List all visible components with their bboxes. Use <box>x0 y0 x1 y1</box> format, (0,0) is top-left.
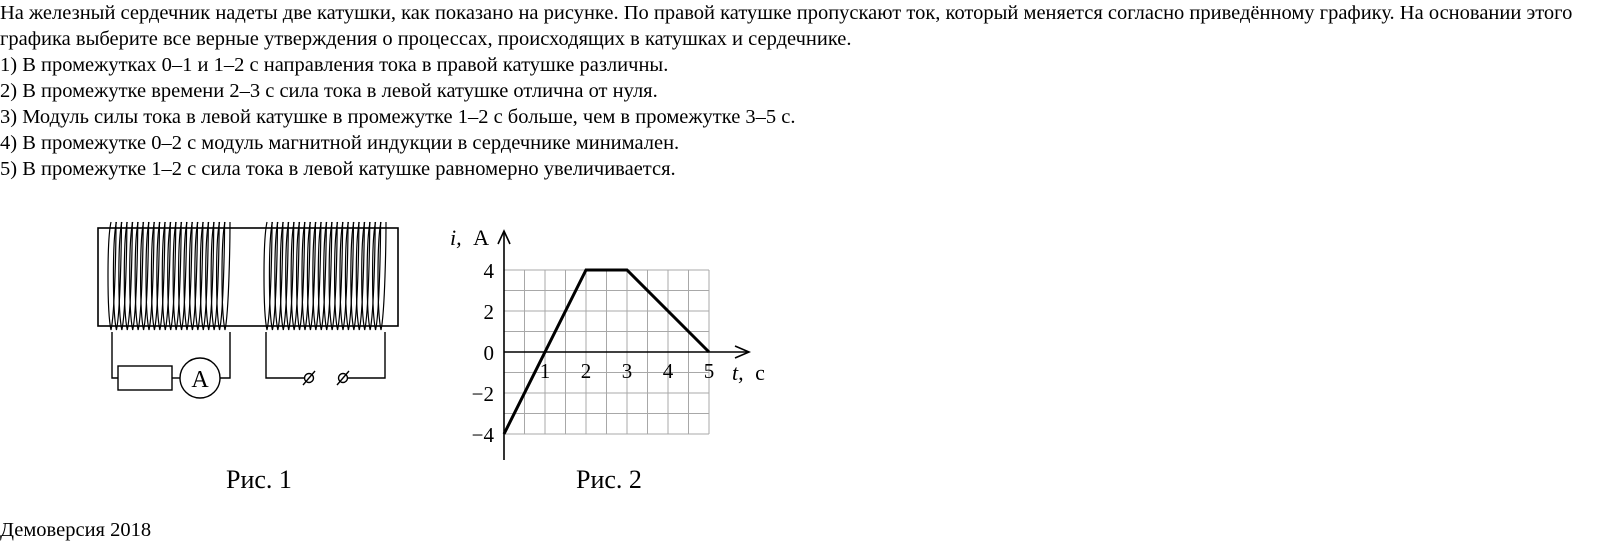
left-coil <box>108 222 230 330</box>
statement-3: 3) Модуль силы тока в левой катушке в промежутке 1–2 с больше, чем в промежутке 3–5 с. <box>0 106 796 128</box>
right-coil-turn <box>329 222 337 330</box>
left-coil-turn <box>108 222 116 330</box>
right-coil-turn <box>351 222 359 330</box>
left-coil-turn <box>146 222 154 330</box>
statement-4: 4) В промежутке 0–2 с модуль магнитной индукции в сердечнике минимален. <box>0 132 680 154</box>
y-axis-label <box>450 225 489 250</box>
x-tick-labels <box>540 359 715 383</box>
statement-1: 1) В промежутках 0–1 и 1–2 с направления тока в правой катушке различны. <box>0 54 669 76</box>
left-coil-turn <box>135 222 143 330</box>
right-coil <box>264 222 386 330</box>
left-coil-turn <box>173 222 181 330</box>
left-coil-turn <box>113 222 121 330</box>
ammeter <box>180 358 220 398</box>
x-axis-unit: с <box>755 360 765 385</box>
problem-intro: На железный сердечник надеты две катушки, как показано на рисунке. По правой катушке пропускают ток, который меняется согласно приведённому графику. На основании этого графика выберите все верные утверждения о процессах, происходящих в катушках и сердечнике. <box>0 2 1573 50</box>
right-coil-turn <box>362 222 370 330</box>
left-coil-turn <box>162 222 170 330</box>
right-coil-turn <box>318 222 326 330</box>
x-axis-var: t, <box>732 360 744 385</box>
y-tick-label: −2 <box>471 382 494 406</box>
figure-1-caption: Рис. 1 <box>226 465 292 494</box>
figure-2-caption: Рис. 2 <box>576 465 642 494</box>
x-axis-label <box>732 360 765 385</box>
right-coil-turn <box>286 222 294 330</box>
x-tick-label: 1 <box>539 359 551 383</box>
source-note: Демоверсия 2018 <box>0 519 152 541</box>
left-coil-turn <box>222 222 230 330</box>
x-tick-label: 4 <box>662 359 674 383</box>
left-coil-turn <box>200 222 208 330</box>
x-tick-label: 2 <box>580 359 592 383</box>
terminal-left <box>305 374 314 383</box>
statement-5: 5) В промежутке 1–2 с сила тока в левой катушке равномерно увеличивается. <box>0 158 676 180</box>
left-circuit <box>112 332 230 398</box>
ammeter-label: А <box>191 367 209 393</box>
y-axis-arrow <box>498 231 510 244</box>
right-coil-turn <box>264 222 272 330</box>
left-coil-turn <box>195 222 203 330</box>
y-tick-label: 0 <box>483 341 494 365</box>
left-coil-turn <box>168 222 176 330</box>
problem-text <box>0 0 1590 182</box>
current-graph <box>450 225 765 460</box>
right-coil-turn <box>307 222 315 330</box>
right-coil-turn <box>269 222 277 330</box>
left-coil-turn <box>124 222 132 330</box>
left-coil-turn <box>206 222 214 330</box>
statement-2: 2) В промежутке времени 2–3 с сила тока в левой катушке отлична от нуля. <box>0 80 658 102</box>
y-tick-label: 2 <box>483 300 494 324</box>
current-line <box>504 270 709 434</box>
x-tick-label: 5 <box>703 359 715 383</box>
right-coil-turn <box>291 222 299 330</box>
x-tick-label: 3 <box>621 359 633 383</box>
left-coil-turn <box>217 222 225 330</box>
graph-axes <box>498 231 749 460</box>
y-tick-labels <box>472 259 495 447</box>
left-coil-turn <box>119 222 127 330</box>
figure-1-diagram <box>98 222 398 398</box>
resistor <box>118 366 172 390</box>
right-coil-turn <box>340 222 348 330</box>
left-coil-turn <box>130 222 138 330</box>
left-coil-turn <box>157 222 165 330</box>
right-coil-turn <box>356 222 364 330</box>
left-coil-turn <box>189 222 197 330</box>
graph-grid <box>504 270 709 434</box>
y-tick-label: 4 <box>483 259 494 283</box>
right-coil-turn <box>378 222 386 330</box>
x-axis-arrow <box>735 346 749 358</box>
left-coil-turn <box>184 222 192 330</box>
right-coil-turn <box>275 222 283 330</box>
left-coil-turn <box>211 222 219 330</box>
right-coil-turn <box>335 222 343 330</box>
right-coil-turn <box>367 222 375 330</box>
left-coil-turn <box>179 222 187 330</box>
terminal-right <box>339 374 348 383</box>
y-axis-unit: А <box>473 225 490 250</box>
iron-core <box>98 228 398 326</box>
right-circuit <box>266 332 385 385</box>
left-coil-turn <box>141 222 149 330</box>
right-coil-turn <box>313 222 321 330</box>
left-coil-turn <box>151 222 159 330</box>
right-coil-turn <box>302 222 310 330</box>
right-coil-turn <box>373 222 381 330</box>
right-coil-turn <box>297 222 305 330</box>
right-coil-turn <box>280 222 288 330</box>
right-coil-turn <box>324 222 332 330</box>
y-tick-label: −4 <box>471 423 494 447</box>
right-coil-turn <box>345 222 353 330</box>
y-axis-var: i, <box>450 225 462 250</box>
